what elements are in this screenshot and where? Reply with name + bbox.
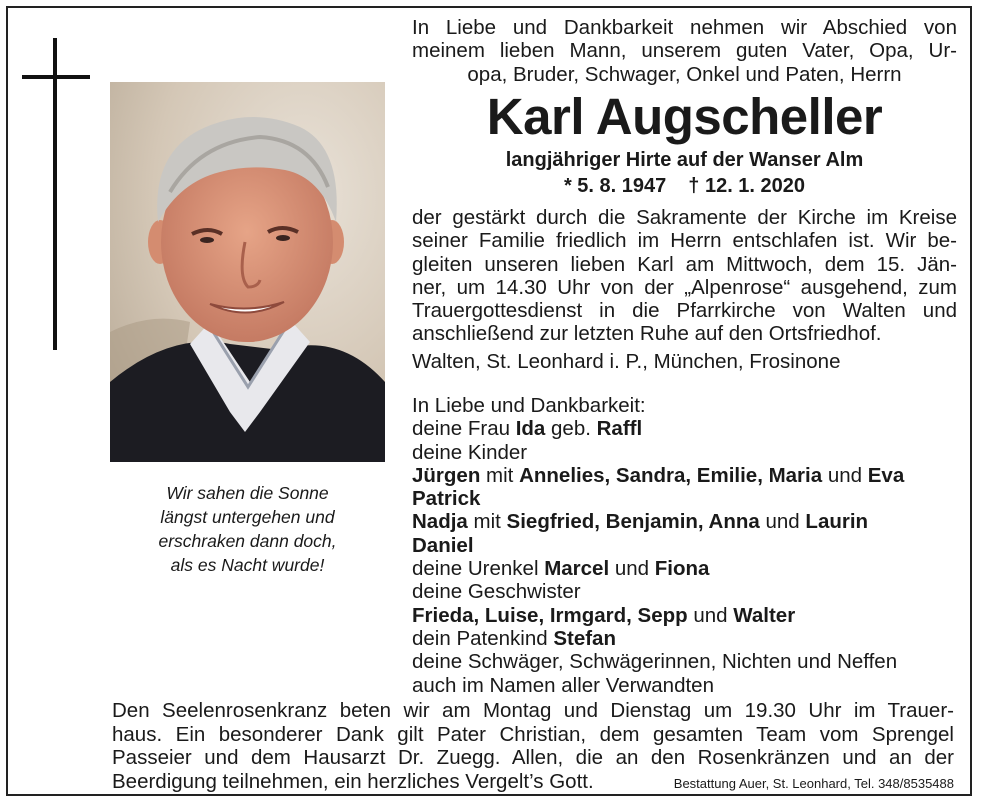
family-line: Jürgen mit Annelies, Sandra, Emilie, Maria und Eva [412,463,905,487]
closing-line: Den Seelenrosenkranz beten wir am Montag und Dienstag um 19.30 Uhr im Trauer- [112,699,954,722]
body-line: Trauergottesdienst in die Pfarrkirche von Walten und [412,299,957,323]
intro-line: meinem lieben Mann, unserem guten Vater, Opa, Ur- [412,39,957,63]
family-line: Daniel [412,533,474,557]
intro-line: In Liebe und Dankbarkeit nehmen wir Abschied von [412,16,957,39]
announcement-text [412,206,957,346]
body-line: gleiten unseren lieben Karl am Mittwoch, dem 15. Jän- [412,252,957,276]
quote [110,481,385,577]
deceased-name: Karl Augscheller [486,88,883,145]
quote-line: längst untergehen und [160,507,335,527]
closing-line: haus. Ein besonderer Dank gilt Pater Christian, dem gesamten Team vom Sprengel [112,722,954,746]
places: Walten, St. Leonhard i. P., München, Frosinone [412,350,841,373]
undertaker-info: Bestattung Auer, St. Leonhard, Tel. 348/8535488 [673,775,954,791]
portrait-photo [110,82,385,462]
life-dates [412,174,957,198]
family-line: deine Kinder [412,440,528,464]
family-line: In Liebe und Dankbarkeit: [412,394,646,417]
closing-line: Passeier und dem Hausarzt Dr. Zuegg. Allen, die an den Rosenkränzen und an der [112,746,954,769]
body-line: ner, um 14.30 Uhr von der „Alpenrose“ ausgehend, zum [412,275,957,299]
family-list [412,394,957,697]
death-date: † 12. 1. 2020 [688,175,806,197]
birth-date: * 5. 8. 1947 [563,175,667,197]
body-line: seiner Familie friedlich im Herrn entschlafen ist. Wir be- [412,229,957,253]
subtitle: langjähriger Hirte auf der Wanser Alm [505,149,864,171]
body-line: anschließend zur letzten Ruhe auf den Ortsfriedhof. [412,322,882,346]
quote-line: als es Nacht wurde! [170,555,325,575]
family-line: Frieda, Luise, Irmgard, Sepp und Walter [412,603,796,627]
family-line: auch im Namen aller Verwandten [412,673,714,697]
intro-text [412,16,957,86]
quote-line: erschraken dann doch, [158,531,337,551]
family-line: deine Geschwister [412,580,581,604]
body-line: der gestärkt durch die Sakramente der Kirche im Kreise [412,206,957,229]
closing-text [112,699,954,794]
closing-line: Beerdigung teilnehmen, ein herzliches Vergelt’s Gott. [112,769,594,793]
quote-line: Wir sahen die Sonne [166,483,329,503]
family-line: deine Urenkel Marcel und Fiona [412,557,710,581]
intro-line: opa, Bruder, Schwager, Onkel und Paten, Herrn [467,62,902,86]
family-line: Nadja mit Siegfried, Benjamin, Anna und Laurin [412,510,869,534]
family-line: deine Schwäger, Schwägerinnen, Nichten und Neffen [412,650,898,674]
family-line: Patrick [412,487,481,511]
family-line: dein Patenkind Stefan [412,626,616,650]
family-line: deine Frau Ida geb. Raffl [412,417,643,441]
